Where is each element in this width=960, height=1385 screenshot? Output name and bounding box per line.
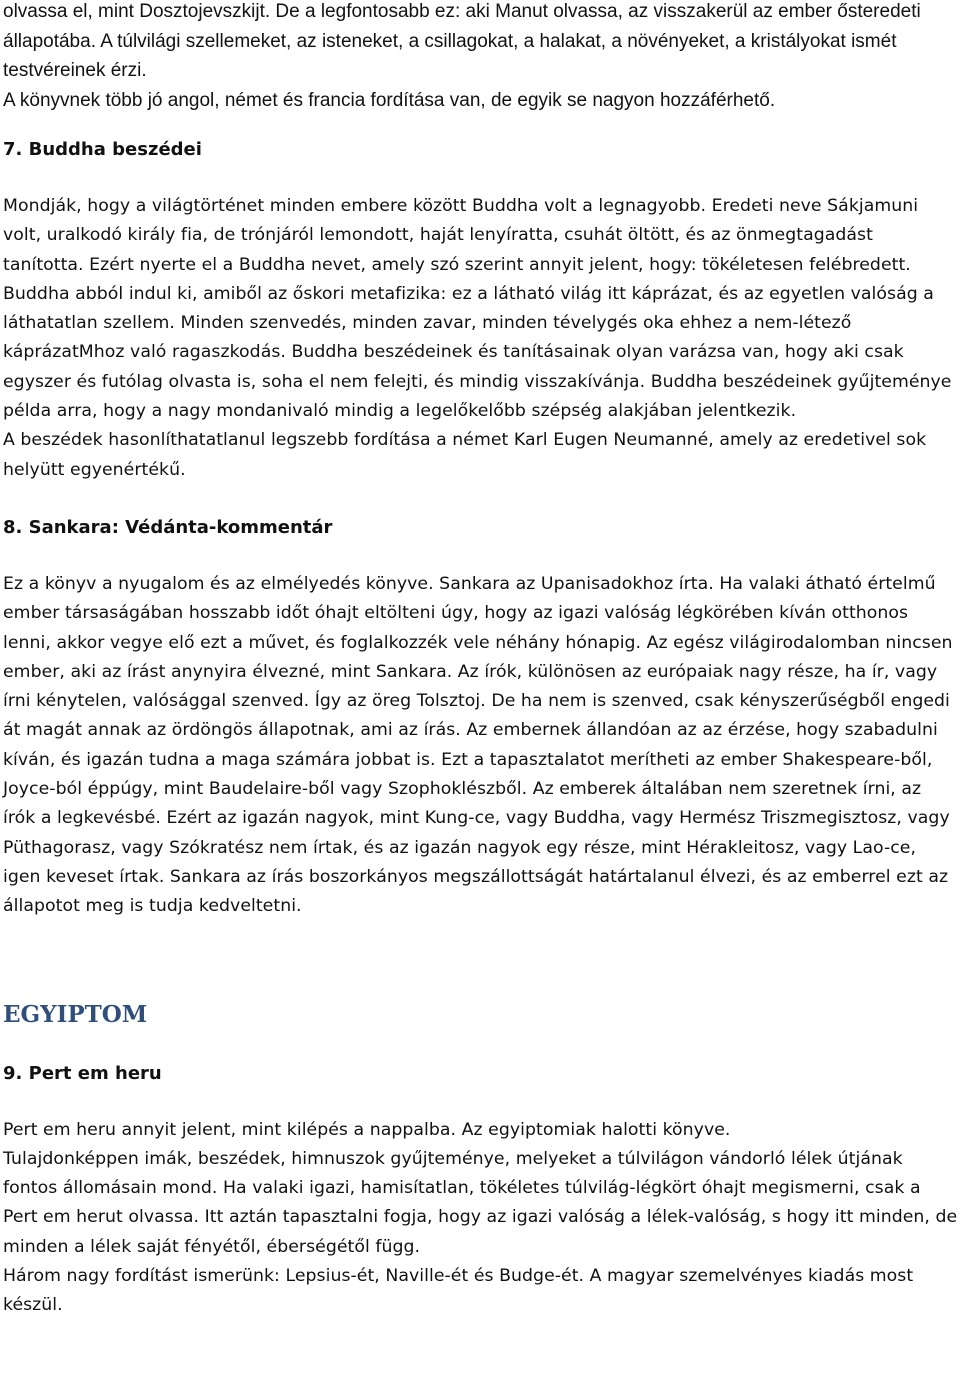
pert-em-heru-translations: Három nagy fordítást ismerünk: Lepsius-ét, Naville-ét és Budge-ét. A magyar szemelvényes kiadás most készül.: [3, 1266, 914, 1316]
section-heading-sankara: 8. Sankara: Védánta-kommentár: [3, 516, 333, 538]
buddha-paragraph: Mondják, hogy a világtörténet minden embere között Buddha volt a legnagyobb. Eredeti neve Sákjamuni volt, uralkodó király fia, de trónjáról lemondott, haját lenyíratta, csuhát öltött, és az önmegtagadást tanította. Ezért nyerte el a Buddha nevet, amely szó szerint annyit jelent, hogy: tökéletesen felébredett. Buddha abból indul ki, amiből az őskori metafizika: ez a látható világ itt káprázat, és az egyetlen valóság a láthatatlan szellem. Minden szenvedés, minden zavar, minden tévelygés oka ehhez a nem-létező káprázatMhoz való ragaszkodás. Buddha beszédeinek és tanításainak olyan varázsa van, hogy aki csak egyszer és futólag olvasta is, soha el nem felejti, és mindig visszakívánja. Buddha beszédeinek gyűjteménye példa arra, hogy a nagy mondanivaló mindig a legelőkelőbb szépség alakjában jelentkezik.: [3, 196, 952, 422]
chapter-heading-egypt: EGYIPTOM: [3, 1000, 148, 1028]
pert-em-heru-description: Tulajdonképpen imák, beszédek, himnuszok gyűjteménye, melyeket a túlvilágon vándorló lélek útjának fontos állomásain mond. Ha valaki igazi, hamisítatlan, tökéletes túlvilág-légkört óhajt megismerni, csak a Pert em herut olvassa. Itt aztán tapasztalni fogja, hogy az igazi valóság a lélek-valóság, s hogy itt minden, de minden a lélek saját fényétől, éberségétől függ.: [3, 1148, 958, 1257]
intro-translation-paragraph: A könyvnek több jó angol, német és francia fordítása van, de egyik se nagyon hozzáférhető.: [3, 89, 776, 111]
buddha-translation-paragraph: A beszédek hasonlíthatatlanul legszebb fordítása a német Karl Eugen Neumanné, amely az eredetivel sok helyütt egyenértékű.: [3, 430, 927, 480]
intro-paragraph: olvassa el, mint Dosztojevszkijt. De a legfontosabb ez: aki Manut olvassa, az visszakerül az ember ősteredeti állapotába. A túlvilági szellemeket, az isteneket, a csillagokat, a halakat, a növényeket, a kristályokat ismét testvéreinek érzi.: [3, 1, 921, 81]
sankara-paragraph: Ez a könyv a nyugalom és az elmélyedés könyve. Sankara az Upanisadokhoz írta. Ha valaki átható értelmű ember társaságában hosszabb időt óhajt eltölteni úgy, hogy az igazi valóság légkörében kíván otthonos lenni, akkor vegye elő ezt a művet, és foglalkozzék vele néhány hónapig. Az egész világirodalomban nincsen ember, aki az írást anynyira élvezné, mint Sankara. Az írók, különösen az európaiak nagy része, ha ír, vagy írni kénytelen, valósággal szenved. Így az öreg Tolsztoj. De ha nem is szenved, csak kényszerűségből engedi át magát annak az ördöngös állapotnak, ami az írás. Az embernek állandóan az az érzése, hogy szabadulni kíván, és igazán tudna a maga számára jobbat is. Ezt a tapasztalatot merítheti az ember Shakespeare-ből, Joyce-ból éppúgy, mint Baudelaire-ből vagy Szophoklészből. Az emberek általában nem szeretnek írni, az írók a legkevésbé. Ezért az igazán nagyok, mint Kung-ce, vagy Buddha, vagy Hermész Triszmegisztosz, vagy Püthagorasz, vagy Szókratész nem írtak, és az igazán nagyok egy része, mint Hérakleitosz, vagy Lao-ce, igen keveset írtak. Sankara az írás boszorkányos megszállottságát határtalanul élvezi, és az emberrel ezt az állapotot meg is tudja kedveltetni.: [3, 573, 953, 917]
pert-em-heru-intro: Pert em heru annyit jelent, mint kilépés a nappalba. Az egyiptomiak halotti könyve.: [3, 1119, 731, 1140]
section-heading-pert-em-heru: 9. Pert em heru: [3, 1062, 162, 1084]
section-heading-buddha: 7. Buddha beszédei: [3, 139, 202, 160]
